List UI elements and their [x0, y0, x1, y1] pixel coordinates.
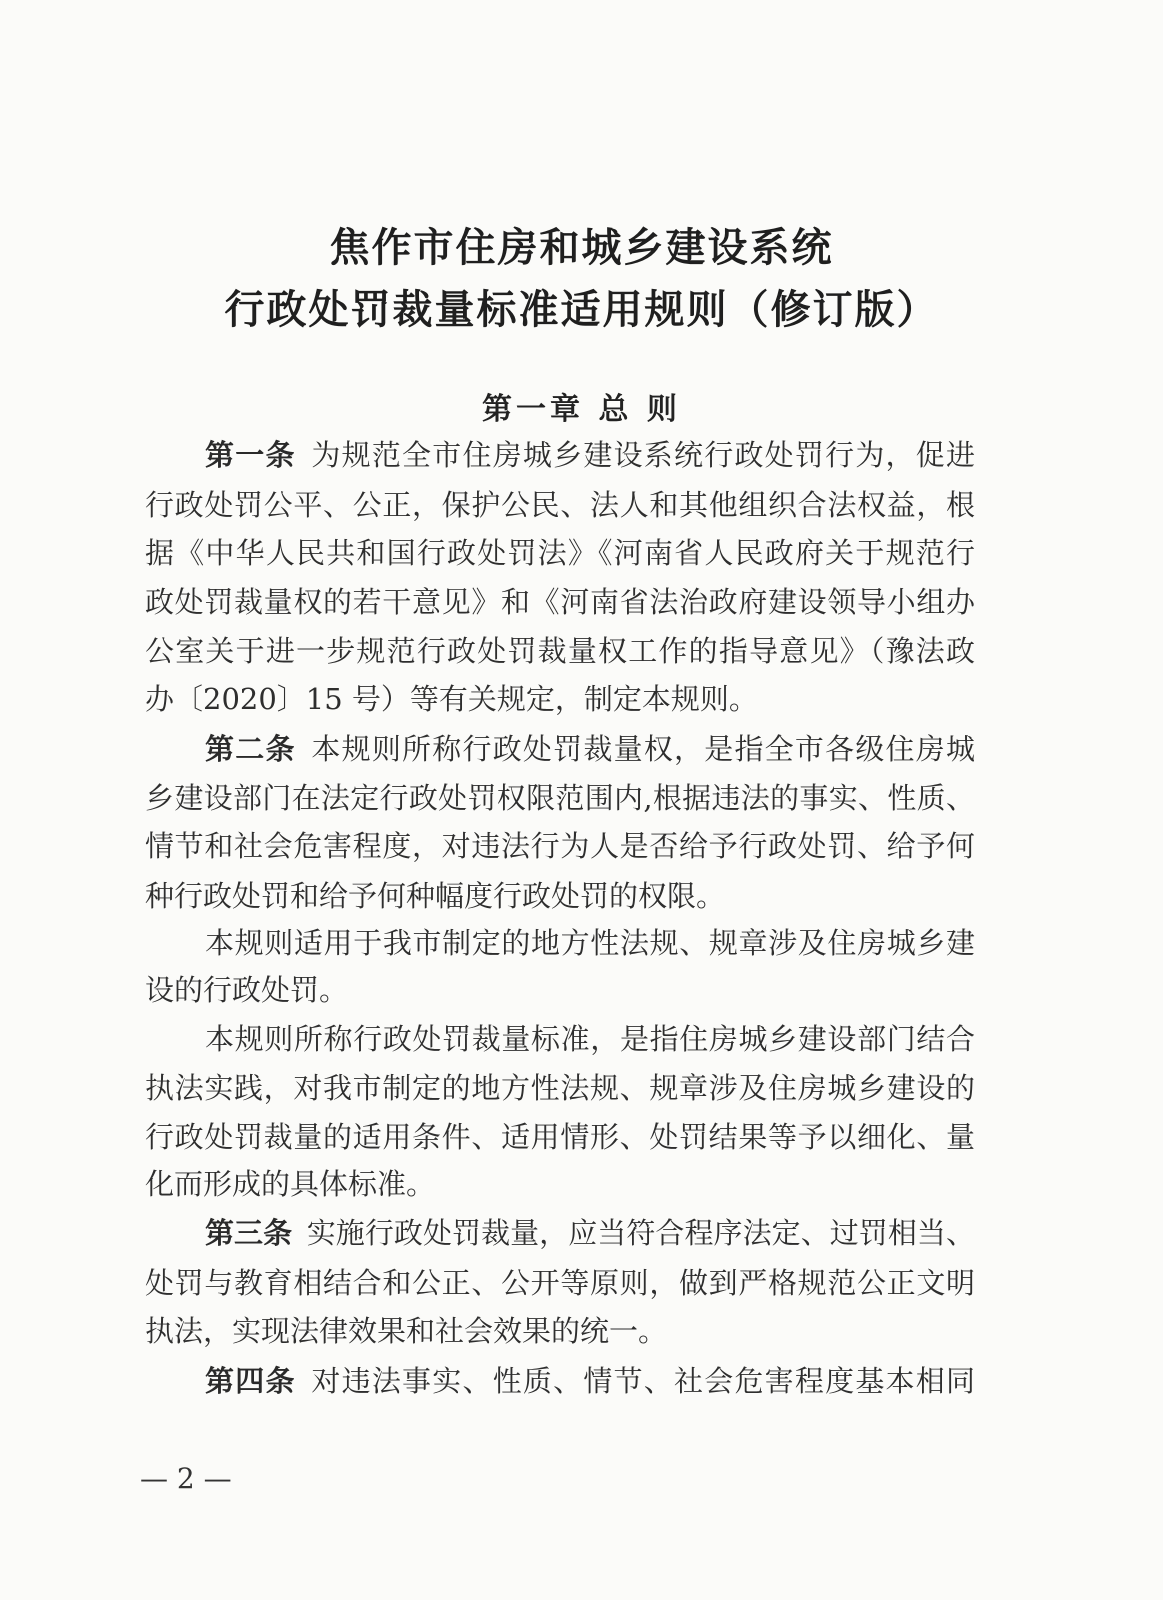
- line-text: 本规则所称行政处罚裁量权，是指全市各级住房城: [310, 732, 975, 766]
- body-line: [205, 729, 975, 769]
- body-line: [145, 970, 975, 1010]
- line-text: 公室关于进一步规范行政处罚裁量权工作的指导意见》（豫法政: [145, 634, 975, 668]
- article-label: 第三条: [205, 1216, 293, 1250]
- line-text: 乡建设部门在法定行政处罚权限范围内,根据违法的事实、性质、: [145, 781, 975, 815]
- body-line: [145, 485, 975, 525]
- body-line: [205, 435, 975, 475]
- line-text: 办〔2020〕15 号）等有关规定，制定本规则。: [145, 682, 758, 716]
- document-title-line-2: 行政处罚裁量标准适用规则（修订版）: [224, 287, 939, 333]
- body-line: [145, 778, 975, 818]
- line-text: 处罚与教育相结合和公正、公开等原则，做到严格规范公正文明: [145, 1266, 975, 1300]
- body-line: [145, 533, 975, 573]
- line-text: 本规则所称行政处罚裁量标准，是指住房城乡建设部门结合: [205, 1022, 975, 1056]
- body-line: [145, 631, 975, 671]
- body-line: [145, 679, 975, 719]
- line-text: 为规范全市住房城乡建设系统行政处罚行为，促进: [310, 438, 975, 472]
- line-text: 设的行政处罚。: [145, 973, 349, 1007]
- line-text: 执法实践，对我市制定的地方性法规、规章涉及住房城乡建设的: [145, 1071, 975, 1105]
- line-text: 种行政处罚和给予何种幅度行政处罚的权限。: [145, 879, 726, 913]
- line-text: 实施行政处罚裁量，应当符合程序法定、过罚相当、: [306, 1216, 975, 1250]
- body-line: [205, 1019, 975, 1059]
- body-line: [145, 1117, 975, 1157]
- line-text: 对违法事实、性质、情节、社会危害程度基本相同: [310, 1364, 975, 1398]
- body-line: [205, 923, 975, 963]
- article-label: 第二条: [205, 732, 296, 766]
- body-line: [145, 1263, 975, 1303]
- body-line: [205, 1213, 975, 1253]
- body-line: [205, 1361, 975, 1401]
- body-line: [145, 1311, 975, 1351]
- line-text: 行政处罚公平、公正，保护公民、法人和其他组织合法权益，根: [145, 488, 975, 522]
- body-line: [145, 582, 975, 622]
- body-line: [145, 876, 975, 916]
- line-text: 情节和社会危害程度，对违法行为人是否给予行政处罚、给予何: [145, 829, 975, 863]
- line-text: 行政处罚裁量的适用条件、适用情形、处罚结果等予以细化、量: [145, 1120, 975, 1154]
- page-number: — 2 —: [140, 1462, 232, 1495]
- body-line: [145, 1068, 975, 1108]
- body-line: [145, 826, 975, 866]
- chapter-heading: 第一章 总 则: [482, 392, 681, 427]
- article-label: 第一条: [205, 438, 296, 472]
- line-text: 据《中华人民共和国行政处罚法》《河南省人民政府关于规范行: [145, 536, 975, 570]
- line-text: 化而形成的具体标准。: [145, 1167, 436, 1201]
- line-text: 政处罚裁量权的若干意见》和《河南省法治政府建设领导小组办: [145, 585, 975, 619]
- article-label: 第四条: [205, 1364, 296, 1398]
- document-title-line-1: 焦作市住房和城乡建设系统: [329, 225, 834, 271]
- body-line: [145, 1164, 975, 1204]
- line-text: 执法，实现法律效果和社会效果的统一。: [145, 1314, 668, 1348]
- line-text: 本规则适用于我市制定的地方性法规、规章涉及住房城乡建: [205, 926, 975, 960]
